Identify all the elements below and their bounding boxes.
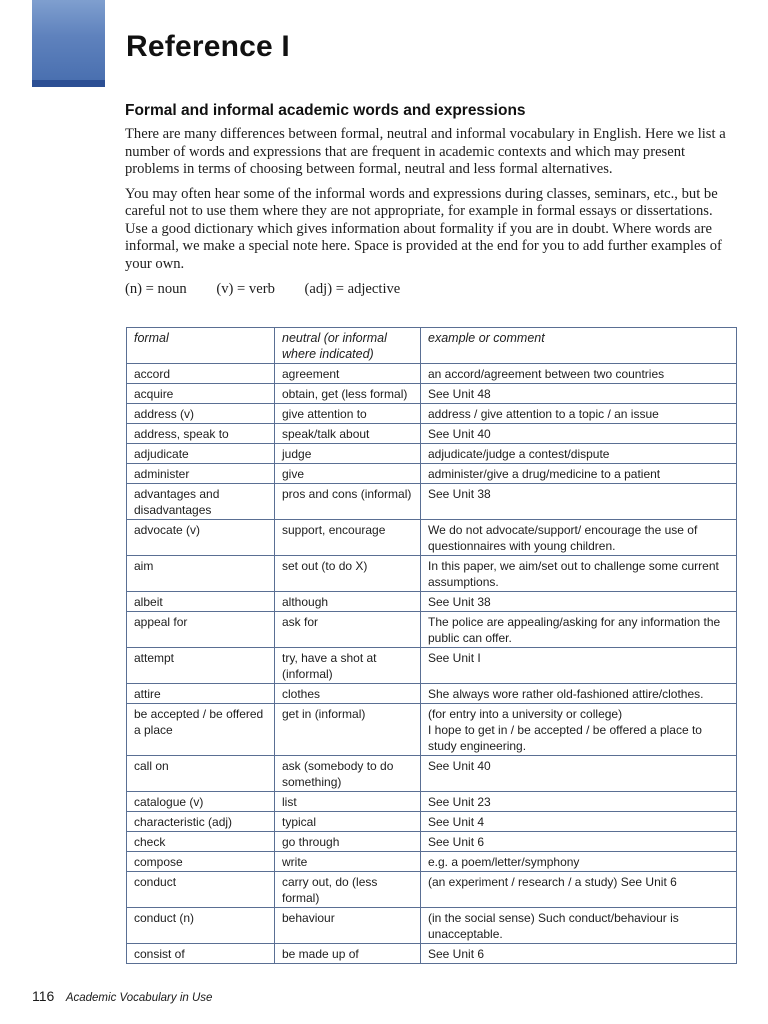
example-cell: an accord/agreement between two countries — [421, 364, 737, 384]
table-row — [127, 832, 737, 852]
neutral-cell: obtain, get (less formal) — [275, 384, 421, 404]
formal-cell: advantages and disadvantages — [127, 484, 275, 520]
formal-cell: check — [127, 832, 275, 852]
neutral-cell: agreement — [275, 364, 421, 384]
legend-adjective: (adj) = adjective — [304, 281, 401, 297]
example-cell: See Unit 40 — [421, 424, 737, 444]
neutral-cell: set out (to do X) — [275, 556, 421, 592]
example-cell: See Unit 4 — [421, 812, 737, 832]
table-row — [127, 852, 737, 872]
neutral-cell: speak/talk about — [275, 424, 421, 444]
table-row — [127, 384, 737, 404]
formal-cell: accord — [127, 364, 275, 384]
neutral-cell: try, have a shot at (informal) — [275, 648, 421, 684]
header-formal: formal — [127, 328, 275, 364]
page-footer — [32, 988, 212, 1006]
neutral-cell: ask for — [275, 612, 421, 648]
section-title: Formal and informal academic words and expressions — [125, 102, 526, 119]
formal-cell: adjudicate — [127, 444, 275, 464]
formal-cell: advocate (v) — [127, 520, 275, 556]
example-cell: See Unit 48 — [421, 384, 737, 404]
table-row — [127, 704, 737, 756]
intro-section — [125, 102, 737, 298]
example-cell: e.g. a poem/letter/symphony — [421, 852, 737, 872]
corner-color-block — [32, 0, 105, 80]
neutral-cell: support, encourage — [275, 520, 421, 556]
neutral-cell: list — [275, 792, 421, 812]
table-row — [127, 908, 737, 944]
example-cell: See Unit 38 — [421, 592, 737, 612]
example-cell: See Unit 6 — [421, 944, 737, 964]
neutral-cell: clothes — [275, 684, 421, 704]
vocabulary-table — [126, 327, 737, 964]
neutral-cell: be made up of — [275, 944, 421, 964]
table-row — [127, 444, 737, 464]
table-header-row — [127, 328, 737, 364]
formal-cell: albeit — [127, 592, 275, 612]
table-row — [127, 812, 737, 832]
example-cell: See Unit 40 — [421, 756, 737, 792]
example-cell: See Unit I — [421, 648, 737, 684]
table-row — [127, 592, 737, 612]
neutral-cell: get in (informal) — [275, 704, 421, 756]
formal-cell: conduct — [127, 872, 275, 908]
example-cell: In this paper, we aim/set out to challenge some current assumptions. — [421, 556, 737, 592]
formal-cell: be accepted / be offered a place — [127, 704, 275, 756]
formal-cell: administer — [127, 464, 275, 484]
formal-cell: aim — [127, 556, 275, 592]
formal-cell: appeal for — [127, 612, 275, 648]
example-cell: (an experiment / research / a study) See Unit 6 — [421, 872, 737, 908]
example-cell: See Unit 38 — [421, 484, 737, 520]
formal-cell: consist of — [127, 944, 275, 964]
table-row — [127, 556, 737, 592]
formal-cell: catalogue (v) — [127, 792, 275, 812]
example-cell: See Unit 23 — [421, 792, 737, 812]
table-row — [127, 756, 737, 792]
formal-cell: attempt — [127, 648, 275, 684]
neutral-cell: give attention to — [275, 404, 421, 424]
formal-cell: attire — [127, 684, 275, 704]
example-cell: administer/give a drug/medicine to a patient — [421, 464, 737, 484]
header-example: example or comment — [421, 328, 737, 364]
table-row — [127, 520, 737, 556]
neutral-cell: give — [275, 464, 421, 484]
example-cell: The police are appealing/asking for any information the public can offer. — [421, 612, 737, 648]
intro-paragraph-1: There are many differences between formal, neutral and informal vocabulary in English. Here we list a number of words and expressions that are frequent in academic contexts and which may present problems in terms of choosing between formal, neutral and less formal alternatives. — [125, 126, 726, 177]
table-row — [127, 404, 737, 424]
legend-noun: (n) = noun — [125, 281, 187, 297]
formal-cell: call on — [127, 756, 275, 792]
page-title: Reference I — [126, 30, 290, 63]
neutral-cell: carry out, do (less formal) — [275, 872, 421, 908]
neutral-cell: typical — [275, 812, 421, 832]
example-cell: See Unit 6 — [421, 832, 737, 852]
neutral-cell: ask (somebody to do something) — [275, 756, 421, 792]
neutral-cell: write — [275, 852, 421, 872]
page-number: 116 — [32, 988, 55, 1004]
formal-cell: conduct (n) — [127, 908, 275, 944]
intro-paragraph-2: You may often hear some of the informal words and expressions during classes, seminars, etc., but be careful not to use them where they are not appropriate, for example in formal essays or dissertations. Use a good dictionary which gives information about formality if you are in doubt. Where words are informal, we make a special note here. Space is provided at the end for you to add further examples of your own. — [125, 185, 722, 272]
header-neutral: neutral (or informal where indicated) — [275, 328, 421, 364]
example-cell: We do not advocate/support/ encourage the use of questionnaires with young children. — [421, 520, 737, 556]
corner-color-rule — [32, 80, 105, 87]
table-row — [127, 872, 737, 908]
book-title: Academic Vocabulary in Use — [65, 992, 213, 1004]
neutral-cell: behaviour — [275, 908, 421, 944]
neutral-cell: judge — [275, 444, 421, 464]
table-row — [127, 612, 737, 648]
table-body — [127, 364, 737, 964]
table-row — [127, 684, 737, 704]
example-cell: address / give attention to a topic / an issue — [421, 404, 737, 424]
neutral-cell: although — [275, 592, 421, 612]
formal-cell: compose — [127, 852, 275, 872]
example-cell: She always wore rather old-fashioned attire/clothes. — [421, 684, 737, 704]
formal-cell: acquire — [127, 384, 275, 404]
neutral-cell: pros and cons (informal) — [275, 484, 421, 520]
table-row — [127, 464, 737, 484]
table-row — [127, 484, 737, 520]
formal-cell: address, speak to — [127, 424, 275, 444]
legend-verb: (v) = verb — [216, 281, 275, 297]
example-cell: adjudicate/judge a contest/dispute — [421, 444, 737, 464]
table-row — [127, 944, 737, 964]
example-cell: (in the social sense) Such conduct/behaviour is unacceptable. — [421, 908, 737, 944]
abbreviation-legend — [125, 281, 737, 298]
formal-cell: address (v) — [127, 404, 275, 424]
table-row — [127, 792, 737, 812]
formal-cell: characteristic (adj) — [127, 812, 275, 832]
table-row — [127, 364, 737, 384]
example-cell: (for entry into a university or college) I hope to get in / be accepted / be offered a place to study engineering. — [421, 704, 737, 756]
neutral-cell: go through — [275, 832, 421, 852]
table-row — [127, 648, 737, 684]
table-row — [127, 424, 737, 444]
